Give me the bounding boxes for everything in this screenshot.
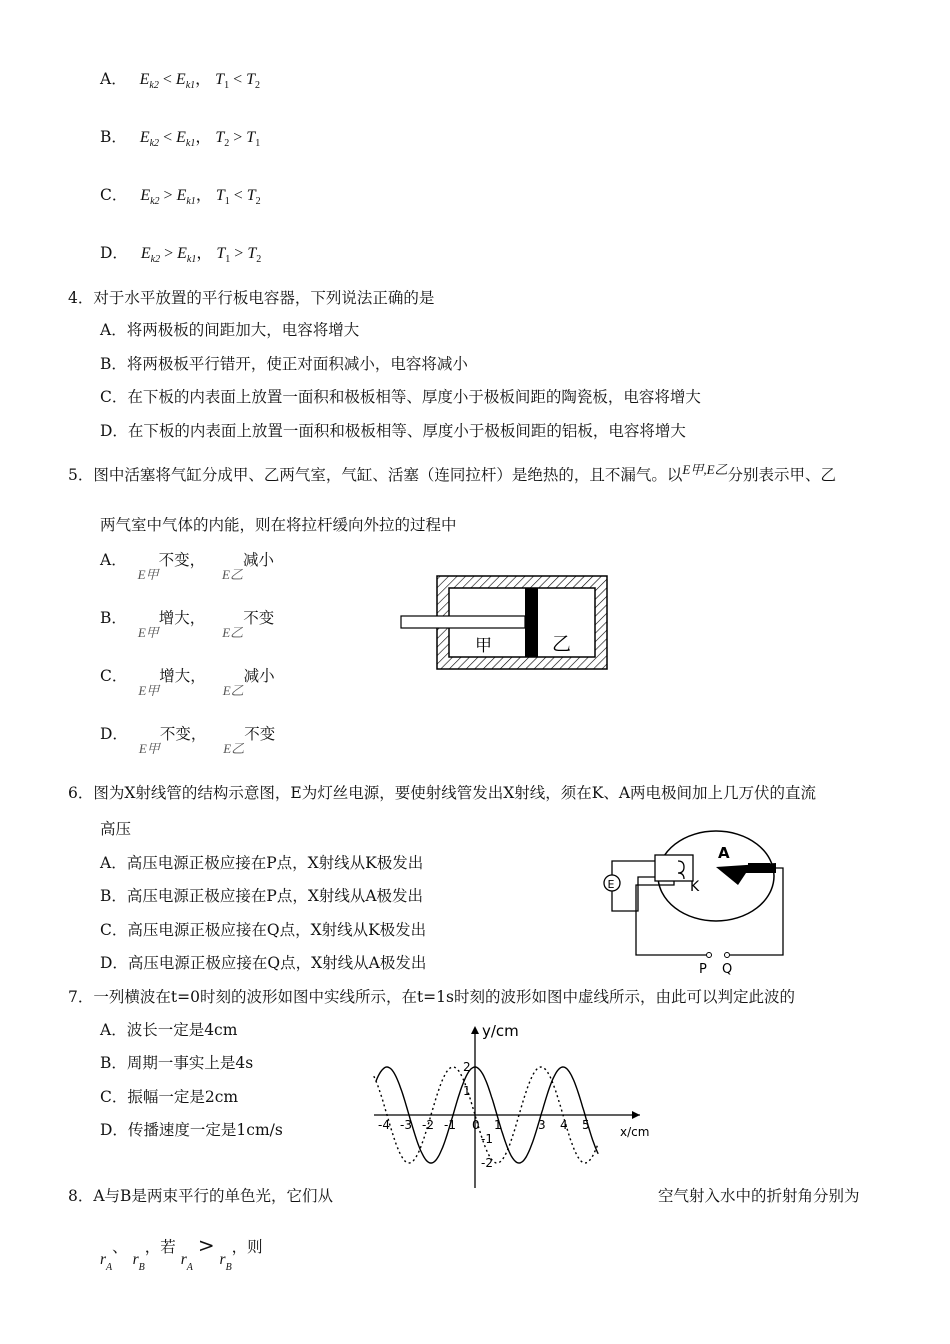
r-symbol: r	[180, 1251, 187, 1268]
e-jia-symbol: E甲	[138, 683, 160, 698]
x-tick-label: -1	[444, 1118, 456, 1132]
t-symbol: T	[215, 129, 225, 146]
x-axis-label: x/cm	[620, 1125, 650, 1139]
q3-option-b: B． $E_{k2} < E_{k1}$， $T_2 > T_1$	[100, 128, 261, 149]
e-yi-symbol: E乙	[222, 625, 244, 640]
subscript: k2	[150, 196, 160, 207]
q4-stem: 4．对于水平放置的平行板电容器，下列说法正确的是	[68, 289, 435, 307]
ek-symbol: E	[139, 71, 150, 88]
subscript: 1	[224, 80, 230, 91]
subscript: k1	[186, 196, 196, 207]
option-letter: A．	[100, 551, 127, 569]
option-text: 不变	[244, 725, 276, 743]
separator: ，若	[144, 1238, 176, 1256]
subscript: 1	[255, 138, 261, 149]
q4-option-c: C．在下板的内表面上放置一面积和极板相等、厚度小于极板间距的陶瓷板，电容将增大	[100, 388, 701, 406]
x-tick-label: 3	[538, 1118, 546, 1132]
greater-than: >	[197, 1233, 215, 1257]
subscript: B	[138, 1262, 145, 1273]
t-symbol: T	[215, 187, 225, 204]
q5-stem-line2: 两气室中气体的内能，则在将拉杆缓向外拉的过程中	[100, 516, 457, 534]
q3-option-d: D． $E_{k2} > E_{k1}$， $T_1 > T_2$	[100, 244, 262, 265]
subscript: k1	[185, 138, 196, 149]
q5-option-a	[100, 548, 274, 583]
option-text: 减小	[243, 667, 275, 685]
x-tick-label: -3	[400, 1118, 412, 1132]
q5-option-b	[100, 606, 274, 641]
x-tick-label: 0	[472, 1118, 480, 1132]
x-tick-label: 1	[494, 1118, 502, 1132]
option-text: 增大，	[159, 667, 206, 685]
subscript: k1	[185, 80, 196, 91]
t-symbol: T	[215, 71, 225, 88]
y-tick-label: 2	[463, 1060, 471, 1074]
x-tick-label: 5	[582, 1118, 590, 1132]
relation: >	[233, 129, 243, 146]
q7-option-a: A．波长一定是4cm	[100, 1021, 238, 1039]
q5-stem-text: 5．图中活塞将气缸分成甲、乙两气室，气缸、活塞（连同拉杆）是绝热的，且不漏气。以	[68, 466, 683, 484]
y-axis-label: y/cm	[482, 1022, 519, 1040]
q5-option-c	[100, 664, 275, 699]
subscript: A	[186, 1262, 193, 1273]
xray-tube-figure	[598, 825, 798, 975]
power-source-label: E	[607, 878, 615, 891]
separator: 、	[112, 1238, 128, 1256]
relation: <	[233, 187, 243, 204]
anode-label: A	[718, 844, 730, 862]
q7-option-c: C．振幅一定是2cm	[100, 1088, 239, 1106]
option-letter: A．	[100, 70, 127, 88]
q5-stem-line1	[68, 459, 836, 485]
subscript: 2	[255, 196, 261, 207]
q5-option-d	[100, 722, 275, 757]
option-text: 不变，	[159, 725, 207, 743]
q6-option-b: B．高压电源正极应接在P点，X射线从A极发出	[100, 887, 424, 905]
relation: >	[163, 187, 173, 204]
q3-option-c: C． $E_{k2} > E_{k1}$， $T_1 < T_2$	[100, 186, 261, 207]
option-letter: B．	[100, 128, 127, 146]
option-text: 减小	[243, 551, 275, 569]
subscript: A	[106, 1262, 113, 1273]
y-tick-label: 1	[463, 1084, 471, 1098]
ek-symbol: E	[175, 71, 186, 88]
t-symbol: T	[246, 129, 256, 146]
e-yi-symbol: E乙	[222, 683, 244, 698]
e-yi-symbol: E乙	[222, 567, 243, 582]
e-yi-symbol: E乙	[223, 741, 245, 756]
ek-symbol: E	[139, 129, 150, 146]
subscript: 2	[255, 80, 260, 91]
option-letter: C．	[100, 186, 128, 204]
relation: <	[163, 129, 173, 146]
q4-option-a: A．将两极板的间距加大，电容将增大	[100, 321, 360, 339]
t-symbol: T	[246, 187, 256, 204]
wave-figure	[362, 1020, 662, 1190]
y-axis-arrow	[471, 1026, 479, 1034]
e-jia-symbol: E甲	[137, 567, 159, 582]
r-symbol: r	[132, 1251, 139, 1268]
subscript: 2	[256, 254, 262, 265]
piston	[525, 588, 538, 657]
t-symbol: T	[216, 245, 226, 262]
terminal-q-label: Q	[722, 962, 733, 975]
terminal-p-label: P	[699, 962, 707, 975]
x-axis-arrow	[632, 1111, 640, 1119]
option-letter: D．	[100, 244, 128, 262]
y-tick-label: -1	[481, 1132, 493, 1146]
q6-option-c: C．高压电源正极应接在Q点，X射线从K极发出	[100, 921, 427, 939]
q8-stem-text: 8．A与B是两束平行的单色光，它们从	[68, 1187, 333, 1205]
subscript: k2	[149, 80, 159, 91]
q7-stem: 7．一列横波在t=0时刻的波形如图中实线所示，在t=1s时刻的波形如图中虚线所示，由此可以判定此波的	[68, 988, 795, 1006]
relation: >	[164, 245, 174, 262]
cylinder-piston-figure	[395, 570, 615, 675]
piston-rod	[401, 616, 525, 628]
subscript: B	[225, 1262, 232, 1273]
chamber-yi-label: 乙	[552, 633, 572, 655]
energy-symbols: E甲,E乙	[682, 462, 728, 477]
q8-stem-line2	[100, 1233, 263, 1273]
e-jia-symbol: E甲	[138, 741, 160, 756]
separator: ，则	[231, 1238, 263, 1256]
q7-option-d: D．传播速度一定是1cm/s	[100, 1121, 283, 1139]
q3-option-a: A． $E_{k2} < E_{k1}$， $T_1 < T_2$	[100, 70, 260, 91]
subscript: k1	[186, 254, 197, 265]
option-text: 增大，	[158, 609, 206, 627]
chamber-jia-label: 甲	[475, 636, 492, 656]
option-letter: C．	[100, 667, 128, 685]
x-tick-label: -4	[378, 1118, 390, 1132]
relation: <	[162, 71, 172, 88]
ek-symbol: E	[140, 245, 151, 262]
q4-option-d: D．在下板的内表面上放置一面积和极板相等、厚度小于极板间距的铝板，电容将增大	[100, 422, 686, 440]
ek-symbol: E	[140, 187, 151, 204]
t-symbol: T	[246, 71, 255, 88]
q6-stem-line1: 6．图为X射线管的结构示意图，E为灯丝电源，要使射线管发出X射线，须在K、A两电极间加上几万伏的直流	[68, 784, 817, 802]
q8-stem-line1-end: 空气射入水中的折射角分别为	[658, 1187, 860, 1205]
cathode	[655, 855, 693, 881]
r-symbol: r	[100, 1251, 107, 1268]
q7-option-b: B．周期一事实上是4s	[100, 1054, 254, 1072]
q6-option-d: D．高压电源正极应接在Q点，X射线从A极发出	[100, 954, 427, 972]
t-symbol: T	[247, 245, 257, 262]
q6-stem-line2: 高压	[100, 820, 132, 838]
x-tick-label: 4	[560, 1118, 568, 1132]
cathode-label: K	[690, 879, 700, 895]
option-letter: B．	[100, 609, 127, 627]
q6-option-a: A．高压电源正极应接在P点，X射线从K极发出	[100, 854, 424, 872]
x-tick-label: -2	[422, 1118, 434, 1132]
r-symbol: r	[219, 1251, 226, 1268]
y-tick-label: -2	[481, 1156, 493, 1170]
subscript: 1	[225, 254, 231, 265]
option-letter: D．	[100, 725, 128, 743]
q5-stem-text-end: 分别表示甲、乙	[727, 466, 837, 484]
relation: <	[233, 71, 243, 88]
ek-symbol: E	[176, 187, 187, 204]
subscript: 1	[224, 196, 230, 207]
q8-stem-line1	[68, 1184, 333, 1206]
ek-symbol: E	[177, 245, 187, 262]
q4-option-b: B．将两极板平行错开，使正对面积减小，电容将减小	[100, 355, 468, 373]
ek-symbol: E	[176, 129, 186, 146]
subscript: k2	[149, 138, 160, 149]
relation: >	[234, 245, 244, 262]
e-jia-symbol: E甲	[137, 625, 159, 640]
option-text: 不变	[243, 609, 275, 627]
subscript: 2	[224, 138, 230, 149]
subscript: k2	[150, 254, 161, 265]
option-text: 不变，	[158, 551, 206, 569]
